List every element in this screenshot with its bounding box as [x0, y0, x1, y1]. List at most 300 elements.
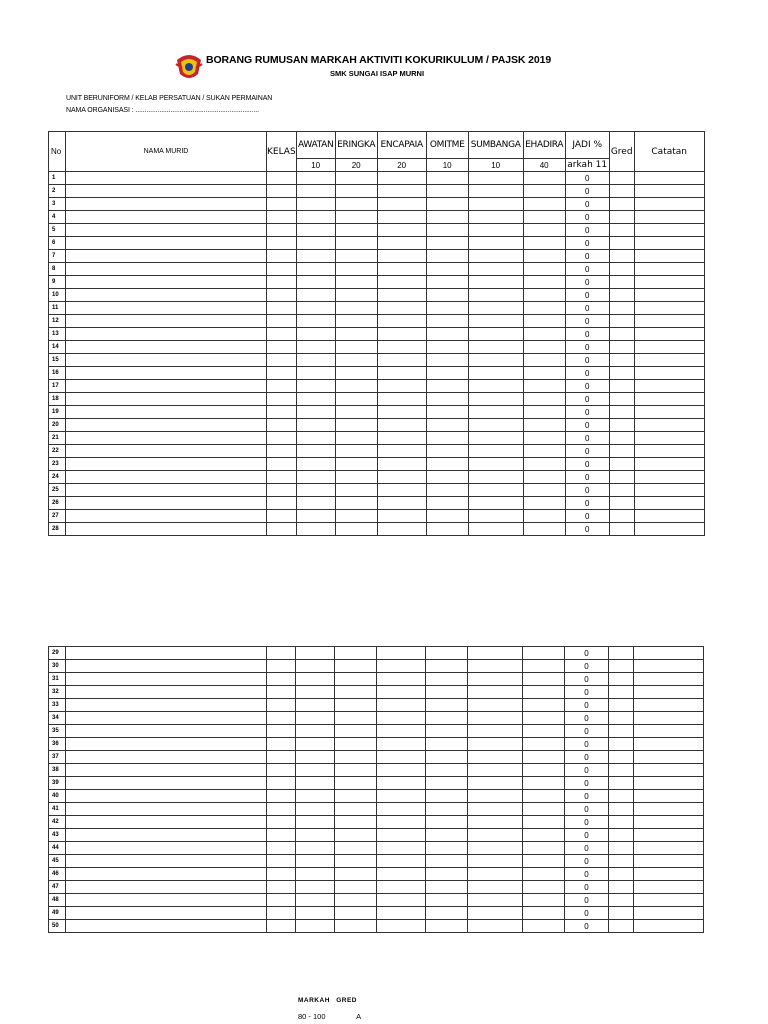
entry-cell[interactable]: [634, 172, 704, 185]
entry-cell[interactable]: [377, 842, 426, 855]
entry-cell[interactable]: [335, 510, 377, 523]
entry-cell[interactable]: [296, 458, 335, 471]
entry-cell[interactable]: [296, 842, 335, 855]
entry-cell[interactable]: [267, 406, 297, 419]
entry-cell[interactable]: [335, 458, 377, 471]
entry-cell[interactable]: [609, 881, 634, 894]
entry-cell[interactable]: [523, 224, 565, 237]
entry-cell[interactable]: [426, 276, 468, 289]
entry-cell[interactable]: [609, 686, 634, 699]
entry-cell[interactable]: [296, 393, 335, 406]
entry-cell[interactable]: [426, 315, 468, 328]
entry-cell[interactable]: [267, 855, 296, 868]
entry-cell[interactable]: [377, 803, 426, 816]
entry-cell[interactable]: [426, 328, 468, 341]
entry-cell[interactable]: [296, 803, 335, 816]
entry-cell[interactable]: [267, 341, 297, 354]
entry-cell[interactable]: [523, 510, 565, 523]
entry-cell[interactable]: [609, 673, 634, 686]
entry-cell[interactable]: [377, 647, 426, 660]
entry-cell[interactable]: [523, 907, 565, 920]
entry-cell[interactable]: [468, 198, 523, 211]
entry-cell[interactable]: [267, 842, 296, 855]
entry-cell[interactable]: [296, 738, 335, 751]
entry-cell[interactable]: [66, 829, 267, 842]
entry-cell[interactable]: [377, 699, 426, 712]
entry-cell[interactable]: [426, 484, 468, 497]
entry-cell[interactable]: [335, 471, 377, 484]
entry-cell[interactable]: [66, 315, 267, 328]
entry-cell[interactable]: [377, 315, 426, 328]
entry-cell[interactable]: [267, 185, 297, 198]
entry-cell[interactable]: [634, 432, 704, 445]
entry-cell[interactable]: [377, 868, 426, 881]
entry-cell[interactable]: [335, 894, 377, 907]
entry-cell[interactable]: [296, 790, 335, 803]
entry-cell[interactable]: [523, 211, 565, 224]
entry-cell[interactable]: [468, 250, 523, 263]
entry-cell[interactable]: [267, 829, 296, 842]
entry-cell[interactable]: [609, 660, 634, 673]
entry-cell[interactable]: [335, 172, 377, 185]
entry-cell[interactable]: [267, 250, 297, 263]
entry-cell[interactable]: [267, 302, 297, 315]
entry-cell[interactable]: [634, 237, 704, 250]
entry-cell[interactable]: [468, 471, 523, 484]
entry-cell[interactable]: [523, 172, 565, 185]
entry-cell[interactable]: [296, 868, 335, 881]
entry-cell[interactable]: [468, 660, 523, 673]
entry-cell[interactable]: [267, 432, 297, 445]
entry-cell[interactable]: [377, 816, 426, 829]
entry-cell[interactable]: [426, 751, 468, 764]
entry-cell[interactable]: [335, 497, 377, 510]
entry-cell[interactable]: [468, 432, 523, 445]
entry-cell[interactable]: [267, 881, 296, 894]
entry-cell[interactable]: [296, 764, 335, 777]
entry-cell[interactable]: [66, 380, 267, 393]
entry-cell[interactable]: [468, 445, 523, 458]
entry-cell[interactable]: [609, 302, 634, 315]
entry-cell[interactable]: [267, 276, 297, 289]
entry-cell[interactable]: [66, 211, 267, 224]
entry-cell[interactable]: [267, 445, 297, 458]
entry-cell[interactable]: [267, 380, 297, 393]
entry-cell[interactable]: [335, 484, 377, 497]
entry-cell[interactable]: [609, 842, 634, 855]
entry-cell[interactable]: [468, 868, 523, 881]
entry-cell[interactable]: [267, 790, 296, 803]
entry-cell[interactable]: [377, 354, 426, 367]
entry-cell[interactable]: [66, 738, 267, 751]
entry-cell[interactable]: [523, 920, 565, 933]
entry-cell[interactable]: [468, 497, 523, 510]
entry-cell[interactable]: [609, 354, 634, 367]
entry-cell[interactable]: [296, 497, 335, 510]
entry-cell[interactable]: [609, 315, 634, 328]
entry-cell[interactable]: [296, 445, 335, 458]
entry-cell[interactable]: [468, 406, 523, 419]
entry-cell[interactable]: [296, 367, 335, 380]
entry-cell[interactable]: [634, 907, 704, 920]
entry-cell[interactable]: [523, 790, 565, 803]
entry-cell[interactable]: [296, 907, 335, 920]
entry-cell[interactable]: [335, 198, 377, 211]
entry-cell[interactable]: [634, 647, 704, 660]
entry-cell[interactable]: [267, 263, 297, 276]
entry-cell[interactable]: [523, 328, 565, 341]
entry-cell[interactable]: [468, 725, 523, 738]
entry-cell[interactable]: [426, 302, 468, 315]
entry-cell[interactable]: [523, 185, 565, 198]
entry-cell[interactable]: [66, 354, 267, 367]
entry-cell[interactable]: [335, 816, 377, 829]
entry-cell[interactable]: [335, 276, 377, 289]
entry-cell[interactable]: [426, 764, 468, 777]
entry-cell[interactable]: [335, 803, 377, 816]
entry-cell[interactable]: [296, 315, 335, 328]
entry-cell[interactable]: [66, 406, 267, 419]
entry-cell[interactable]: [377, 237, 426, 250]
entry-cell[interactable]: [267, 725, 296, 738]
entry-cell[interactable]: [296, 276, 335, 289]
entry-cell[interactable]: [267, 647, 296, 660]
entry-cell[interactable]: [523, 471, 565, 484]
entry-cell[interactable]: [609, 432, 634, 445]
entry-cell[interactable]: [296, 920, 335, 933]
entry-cell[interactable]: [426, 803, 468, 816]
entry-cell[interactable]: [66, 777, 267, 790]
entry-cell[interactable]: [523, 289, 565, 302]
entry-cell[interactable]: [609, 185, 634, 198]
entry-cell[interactable]: [426, 777, 468, 790]
entry-cell[interactable]: [335, 673, 377, 686]
entry-cell[interactable]: [609, 458, 634, 471]
entry-cell[interactable]: [634, 829, 704, 842]
entry-cell[interactable]: [523, 250, 565, 263]
entry-cell[interactable]: [523, 341, 565, 354]
entry-cell[interactable]: [66, 263, 267, 276]
entry-cell[interactable]: [335, 380, 377, 393]
entry-cell[interactable]: [267, 367, 297, 380]
entry-cell[interactable]: [296, 816, 335, 829]
entry-cell[interactable]: [634, 315, 704, 328]
entry-cell[interactable]: [468, 920, 523, 933]
entry-cell[interactable]: [468, 699, 523, 712]
entry-cell[interactable]: [377, 829, 426, 842]
entry-cell[interactable]: [609, 237, 634, 250]
entry-cell[interactable]: [335, 315, 377, 328]
entry-cell[interactable]: [523, 829, 565, 842]
entry-cell[interactable]: [267, 660, 296, 673]
entry-cell[interactable]: [426, 510, 468, 523]
entry-cell[interactable]: [609, 738, 634, 751]
entry-cell[interactable]: [267, 419, 297, 432]
entry-cell[interactable]: [468, 712, 523, 725]
entry-cell[interactable]: [609, 647, 634, 660]
entry-cell[interactable]: [335, 328, 377, 341]
entry-cell[interactable]: [468, 894, 523, 907]
entry-cell[interactable]: [267, 699, 296, 712]
entry-cell[interactable]: [296, 777, 335, 790]
entry-cell[interactable]: [523, 406, 565, 419]
entry-cell[interactable]: [523, 686, 565, 699]
entry-cell[interactable]: [523, 855, 565, 868]
entry-cell[interactable]: [609, 484, 634, 497]
entry-cell[interactable]: [296, 250, 335, 263]
entry-cell[interactable]: [66, 393, 267, 406]
entry-cell[interactable]: [609, 803, 634, 816]
entry-cell[interactable]: [634, 881, 704, 894]
entry-cell[interactable]: [267, 894, 296, 907]
entry-cell[interactable]: [335, 224, 377, 237]
entry-cell[interactable]: [267, 673, 296, 686]
entry-cell[interactable]: [426, 907, 468, 920]
entry-cell[interactable]: [377, 263, 426, 276]
entry-cell[interactable]: [335, 777, 377, 790]
entry-cell[interactable]: [377, 224, 426, 237]
entry-cell[interactable]: [335, 419, 377, 432]
entry-cell[interactable]: [468, 751, 523, 764]
entry-cell[interactable]: [66, 907, 267, 920]
entry-cell[interactable]: [426, 419, 468, 432]
entry-cell[interactable]: [267, 393, 297, 406]
entry-cell[interactable]: [296, 237, 335, 250]
entry-cell[interactable]: [377, 920, 426, 933]
entry-cell[interactable]: [609, 276, 634, 289]
entry-cell[interactable]: [468, 777, 523, 790]
entry-cell[interactable]: [267, 712, 296, 725]
entry-cell[interactable]: [426, 497, 468, 510]
entry-cell[interactable]: [267, 764, 296, 777]
entry-cell[interactable]: [634, 764, 704, 777]
entry-cell[interactable]: [335, 289, 377, 302]
entry-cell[interactable]: [66, 647, 267, 660]
entry-cell[interactable]: [523, 354, 565, 367]
entry-cell[interactable]: [377, 673, 426, 686]
entry-cell[interactable]: [523, 263, 565, 276]
entry-cell[interactable]: [296, 523, 335, 536]
entry-cell[interactable]: [296, 224, 335, 237]
entry-cell[interactable]: [335, 393, 377, 406]
entry-cell[interactable]: [66, 458, 267, 471]
entry-cell[interactable]: [267, 315, 297, 328]
entry-cell[interactable]: [523, 458, 565, 471]
entry-cell[interactable]: [634, 367, 704, 380]
entry-cell[interactable]: [377, 367, 426, 380]
entry-cell[interactable]: [267, 920, 296, 933]
entry-cell[interactable]: [377, 445, 426, 458]
entry-cell[interactable]: [523, 777, 565, 790]
entry-cell[interactable]: [296, 328, 335, 341]
entry-cell[interactable]: [377, 894, 426, 907]
entry-cell[interactable]: [66, 367, 267, 380]
entry-cell[interactable]: [523, 699, 565, 712]
entry-cell[interactable]: [267, 777, 296, 790]
entry-cell[interactable]: [634, 393, 704, 406]
entry-cell[interactable]: [377, 198, 426, 211]
entry-cell[interactable]: [66, 224, 267, 237]
entry-cell[interactable]: [335, 302, 377, 315]
entry-cell[interactable]: [523, 484, 565, 497]
entry-cell[interactable]: [523, 445, 565, 458]
entry-cell[interactable]: [377, 790, 426, 803]
entry-cell[interactable]: [426, 198, 468, 211]
entry-cell[interactable]: [609, 907, 634, 920]
entry-cell[interactable]: [634, 406, 704, 419]
entry-cell[interactable]: [426, 738, 468, 751]
entry-cell[interactable]: [377, 738, 426, 751]
entry-cell[interactable]: [66, 328, 267, 341]
entry-cell[interactable]: [609, 341, 634, 354]
entry-cell[interactable]: [335, 868, 377, 881]
entry-cell[interactable]: [335, 263, 377, 276]
entry-cell[interactable]: [377, 751, 426, 764]
entry-cell[interactable]: [377, 328, 426, 341]
entry-cell[interactable]: [335, 432, 377, 445]
entry-cell[interactable]: [66, 842, 267, 855]
entry-cell[interactable]: [634, 263, 704, 276]
entry-cell[interactable]: [66, 276, 267, 289]
entry-cell[interactable]: [426, 673, 468, 686]
entry-cell[interactable]: [426, 224, 468, 237]
entry-cell[interactable]: [523, 894, 565, 907]
entry-cell[interactable]: [609, 523, 634, 536]
entry-cell[interactable]: [66, 751, 267, 764]
entry-cell[interactable]: [335, 185, 377, 198]
entry-cell[interactable]: [634, 250, 704, 263]
entry-cell[interactable]: [377, 276, 426, 289]
entry-cell[interactable]: [66, 419, 267, 432]
entry-cell[interactable]: [66, 198, 267, 211]
entry-cell[interactable]: [296, 881, 335, 894]
entry-cell[interactable]: [609, 211, 634, 224]
entry-cell[interactable]: [523, 380, 565, 393]
entry-cell[interactable]: [634, 458, 704, 471]
entry-cell[interactable]: [296, 380, 335, 393]
entry-cell[interactable]: [426, 855, 468, 868]
entry-cell[interactable]: [335, 790, 377, 803]
entry-cell[interactable]: [634, 816, 704, 829]
entry-cell[interactable]: [377, 302, 426, 315]
entry-cell[interactable]: [267, 907, 296, 920]
entry-cell[interactable]: [468, 484, 523, 497]
entry-cell[interactable]: [523, 276, 565, 289]
entry-cell[interactable]: [267, 471, 297, 484]
entry-cell[interactable]: [468, 816, 523, 829]
entry-cell[interactable]: [377, 419, 426, 432]
entry-cell[interactable]: [523, 393, 565, 406]
entry-cell[interactable]: [634, 341, 704, 354]
entry-cell[interactable]: [267, 803, 296, 816]
entry-cell[interactable]: [468, 881, 523, 894]
entry-cell[interactable]: [335, 250, 377, 263]
entry-cell[interactable]: [66, 289, 267, 302]
entry-cell[interactable]: [468, 354, 523, 367]
entry-cell[interactable]: [377, 341, 426, 354]
entry-cell[interactable]: [296, 302, 335, 315]
entry-cell[interactable]: [66, 185, 267, 198]
entry-cell[interactable]: [634, 185, 704, 198]
entry-cell[interactable]: [609, 367, 634, 380]
entry-cell[interactable]: [609, 790, 634, 803]
entry-cell[interactable]: [296, 406, 335, 419]
entry-cell[interactable]: [634, 712, 704, 725]
entry-cell[interactable]: [296, 699, 335, 712]
entry-cell[interactable]: [609, 263, 634, 276]
entry-cell[interactable]: [468, 673, 523, 686]
entry-cell[interactable]: [426, 432, 468, 445]
entry-cell[interactable]: [377, 380, 426, 393]
entry-cell[interactable]: [468, 523, 523, 536]
entry-cell[interactable]: [468, 380, 523, 393]
entry-cell[interactable]: [377, 185, 426, 198]
entry-cell[interactable]: [66, 920, 267, 933]
entry-cell[interactable]: [634, 211, 704, 224]
entry-cell[interactable]: [634, 699, 704, 712]
entry-cell[interactable]: [66, 471, 267, 484]
entry-cell[interactable]: [468, 790, 523, 803]
entry-cell[interactable]: [634, 328, 704, 341]
entry-cell[interactable]: [377, 458, 426, 471]
entry-cell[interactable]: [634, 302, 704, 315]
entry-cell[interactable]: [66, 510, 267, 523]
entry-cell[interactable]: [296, 660, 335, 673]
entry-cell[interactable]: [634, 673, 704, 686]
entry-cell[interactable]: [609, 393, 634, 406]
entry-cell[interactable]: [426, 354, 468, 367]
entry-cell[interactable]: [377, 393, 426, 406]
entry-cell[interactable]: [523, 367, 565, 380]
entry-cell[interactable]: [66, 712, 267, 725]
entry-cell[interactable]: [66, 445, 267, 458]
entry-cell[interactable]: [468, 315, 523, 328]
entry-cell[interactable]: [609, 777, 634, 790]
entry-cell[interactable]: [335, 920, 377, 933]
entry-cell[interactable]: [523, 497, 565, 510]
entry-cell[interactable]: [426, 263, 468, 276]
entry-cell[interactable]: [335, 660, 377, 673]
entry-cell[interactable]: [66, 660, 267, 673]
entry-cell[interactable]: [377, 764, 426, 777]
entry-cell[interactable]: [468, 367, 523, 380]
entry-cell[interactable]: [609, 699, 634, 712]
entry-cell[interactable]: [634, 497, 704, 510]
entry-cell[interactable]: [267, 510, 297, 523]
entry-cell[interactable]: [634, 868, 704, 881]
entry-cell[interactable]: [377, 250, 426, 263]
entry-cell[interactable]: [296, 185, 335, 198]
entry-cell[interactable]: [523, 302, 565, 315]
entry-cell[interactable]: [296, 484, 335, 497]
entry-cell[interactable]: [609, 224, 634, 237]
entry-cell[interactable]: [66, 673, 267, 686]
entry-cell[interactable]: [426, 790, 468, 803]
entry-cell[interactable]: [426, 647, 468, 660]
entry-cell[interactable]: [426, 699, 468, 712]
entry-cell[interactable]: [523, 419, 565, 432]
entry-cell[interactable]: [634, 523, 704, 536]
entry-cell[interactable]: [426, 868, 468, 881]
entry-cell[interactable]: [634, 471, 704, 484]
entry-cell[interactable]: [426, 341, 468, 354]
entry-cell[interactable]: [296, 686, 335, 699]
entry-cell[interactable]: [335, 881, 377, 894]
entry-cell[interactable]: [609, 894, 634, 907]
entry-cell[interactable]: [335, 738, 377, 751]
entry-cell[interactable]: [468, 829, 523, 842]
entry-cell[interactable]: [335, 647, 377, 660]
